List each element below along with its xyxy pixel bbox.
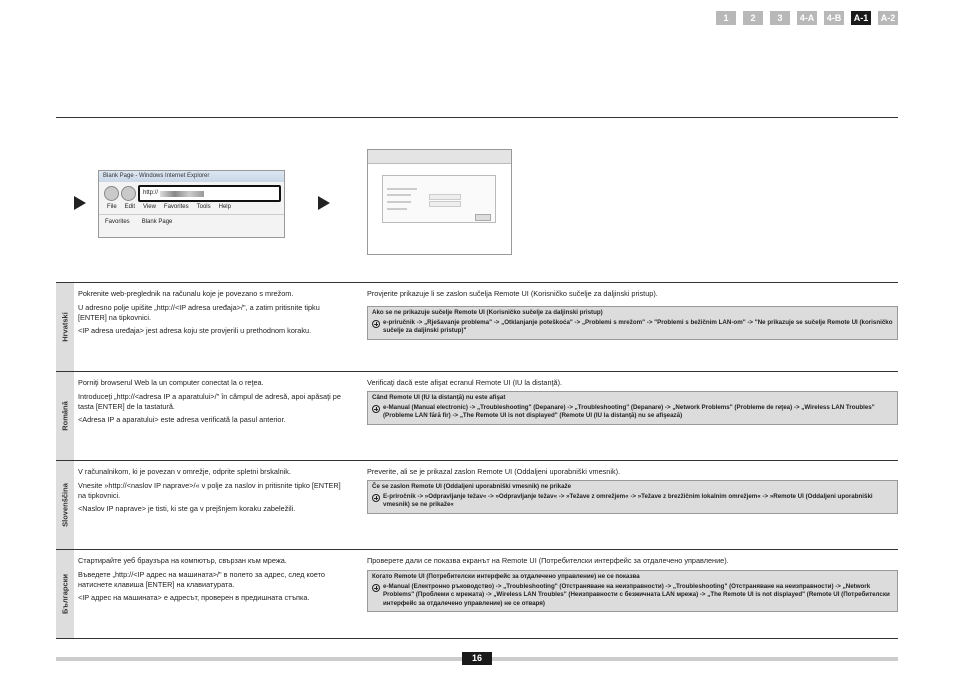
instructions (78, 467, 350, 518)
reference-icon (372, 584, 380, 592)
panel-line (387, 208, 407, 210)
note-body: e-Manual (Manual electronic) -> „Troubleshooting" (Depanare) -> „Troubleshooting" (Depanare) -> „Network Problems" (Probleme de reţea) -> „Wireless LAN Troubles" (Probleme LAN fără fir) -> „The Remote UI is not displayed" (Remote UI (IU la distanţă) nu se afişează) (383, 404, 875, 420)
note-title: Когато Remote UI (Потребителски интерфейс за отдалечено управление) не се показва (372, 572, 640, 580)
note-box (367, 480, 898, 514)
back-icon (104, 186, 119, 201)
section-romana (56, 371, 898, 460)
tab-4b[interactable]: 4-B (824, 11, 844, 25)
verification (367, 556, 898, 612)
instructions (78, 289, 350, 340)
address-text: http:// (143, 190, 159, 196)
tab-1[interactable]: 1 (716, 11, 736, 25)
browser-screenshot (98, 170, 285, 238)
instruction-text: V računalnikom, ki je povezan v omrežje, odprite spletni brskalnik. (78, 467, 291, 476)
login-panel (382, 175, 496, 223)
instructions (78, 378, 350, 429)
lang-tab (56, 550, 74, 638)
menu-tools: Tools (196, 204, 211, 210)
tab-3[interactable]: 3 (770, 11, 790, 25)
panel-line (387, 188, 417, 190)
instruction-text: Vnesite »http://<naslov IP naprave>/« v polje za naslov in pritisnite tipko [ENTER] na tipkovnici. (78, 480, 341, 500)
lang-label: Română (60, 401, 70, 431)
panel-line (387, 194, 411, 196)
lang-label: Hrvatski (60, 312, 70, 342)
menu-file: File (107, 204, 117, 210)
instruction-text: Porniţi browserul Web la un computer conectat la o reţea. (78, 378, 264, 387)
browser-tab: Blank Page (141, 218, 173, 225)
instruction-text: <IP adresa uređaja> jest adresa koju ste provjerili u prethodnom koraku. (78, 326, 312, 336)
verification-text: Preverite, ali se je prikazal zaslon Remote UI (Oddaljeni uporabniški vmesnik). (367, 467, 621, 476)
header-divider (56, 117, 898, 118)
chapter-tabs (716, 11, 898, 25)
reference-icon (372, 405, 380, 413)
instruction-text: <Naslov IP naprave> je tisti, ki ste ga v prejšnjem koraku zabeležili. (78, 504, 296, 514)
browser-menu (107, 204, 231, 210)
verification-text: Verificaţi dacă este afişat ecranul Remote UI (IU la distanţă). (367, 378, 563, 387)
tab-a2[interactable]: A-2 (878, 11, 898, 25)
note-body: e-Manual (Електронно ръководство) -> „Troubleshooting" (Отстраняване на неизправности) -> „Troubleshooting" (Отстраняване на неизправности) -> „Network Problems" (Проблеми с мрежата) -> „Wireless LAN Troubles" (Неизправности с безжичната LAN мрежа) -> „The Remote UI is not displayed" (Remote UI (Потребителски интерфейс за отдалечено управление) не се отваря) (383, 583, 890, 607)
instruction-text: Въведете „http://<IP адрес на машината>/" в полето за адрес, след което натиснете клавиша [ENTER] на клавиатурата. (78, 569, 325, 589)
favorites-label: Favorites (105, 218, 130, 225)
tab-a1[interactable]: A-1 (851, 11, 871, 25)
forward-icon (121, 186, 136, 201)
instruction-text: Pokrenite web-preglednik na računalu koje je povezano s mrežom. (78, 289, 294, 298)
page-number: 16 (462, 652, 492, 665)
tab-2[interactable]: 2 (743, 11, 763, 25)
remote-ui-screenshot (367, 149, 512, 255)
instruction-text: U adresno polje upišite „http://<IP adresa uređaja>/", a zatim pritisnite tipku [ENTER] na tipkovnici. (78, 302, 320, 322)
note-body: E-priročnik -> »Odpravljanje težav« -> »Odpravljanje težav« -> »Težave z omrežjem« -> »Težave z brezžičnim lokalnim omrežjem« -> »Remote UI (Oddaljeni uporabniški vmesnik) se ne prikaže« (383, 493, 873, 509)
note-body: e-priručnik -> „Rješavanje problema" -> „Otklanjanje poteškoća" -> „Problemi s mrežom" -> "Problemi s bežičnim LAN-om" -> "Ne prikazuje se sučelje Remote UI (korisničko sučelje za daljinski pristup)" (383, 319, 893, 335)
verification-text: Проверете дали се показва екранът на Remote UI (Потребителски интерфейс за отдалечено управление). (367, 556, 729, 565)
note-box (367, 391, 898, 425)
panel-field (429, 201, 461, 207)
browser-address-bar (138, 185, 281, 202)
browser-favbar (99, 214, 284, 228)
note-title: Ako se ne prikazuje sučelje Remote UI (Korisničko sučelje za daljinski pristup) (372, 308, 603, 316)
instruction-text: <IP адрес на машината> е адресът, проверен в предишната стъпка. (78, 593, 310, 603)
menu-edit: Edit (124, 204, 136, 210)
menu-view: View (143, 204, 156, 210)
step-arrow-icon (74, 196, 86, 210)
step-arrow-icon (318, 196, 330, 210)
verification (367, 378, 898, 425)
note-title: Când Remote UI (IU la distanţă) nu este afişat (372, 393, 506, 401)
verification (367, 289, 898, 340)
instruction-text: <Adresa IP a aparatului> este adresa verificată la pasul anterior. (78, 415, 286, 425)
menu-help: Help (218, 204, 231, 210)
verification-text: Provjerite prikazuje li se zaslon sučelja Remote UI (Korisničko sučelje za daljinski pristup). (367, 289, 658, 298)
note-box (367, 570, 898, 612)
browser-address-row (104, 185, 281, 202)
instruction-text: Introduceţi „http://<adresa IP a aparatului>/" în câmpul de adresă, apoi apăsaţi pe tasta [ENTER] de la tastatură. (78, 391, 341, 411)
lang-tab (56, 461, 74, 549)
lang-label: Slovenščina (60, 483, 70, 527)
note-title: Če se zaslon Remote UI (Oddaljeni uporabniški vmesnik) ne prikaže (372, 482, 572, 490)
panel-line (387, 201, 411, 203)
instructions (78, 556, 350, 607)
instruction-text: Стартирайте уеб браузъра на компютър, свързан към мрежа. (78, 556, 287, 565)
verification (367, 467, 898, 514)
blurred-address-icon (160, 191, 204, 197)
panel-field (429, 194, 461, 200)
section-balgarski (56, 549, 898, 639)
browser-title: Blank Page - Windows Internet Explorer (99, 171, 284, 182)
panel-button (475, 214, 491, 221)
note-box (367, 306, 898, 340)
reference-icon (372, 320, 380, 328)
screenshot-toolbar (368, 150, 511, 164)
menu-favorites: Favorites (163, 204, 189, 210)
reference-icon (372, 494, 380, 502)
section-slovenscina (56, 460, 898, 549)
lang-tab (56, 372, 74, 460)
lang-tab (56, 283, 74, 371)
lang-label: Български (60, 573, 70, 615)
section-hrvatski (56, 282, 898, 371)
tab-4a[interactable]: 4-A (797, 11, 817, 25)
